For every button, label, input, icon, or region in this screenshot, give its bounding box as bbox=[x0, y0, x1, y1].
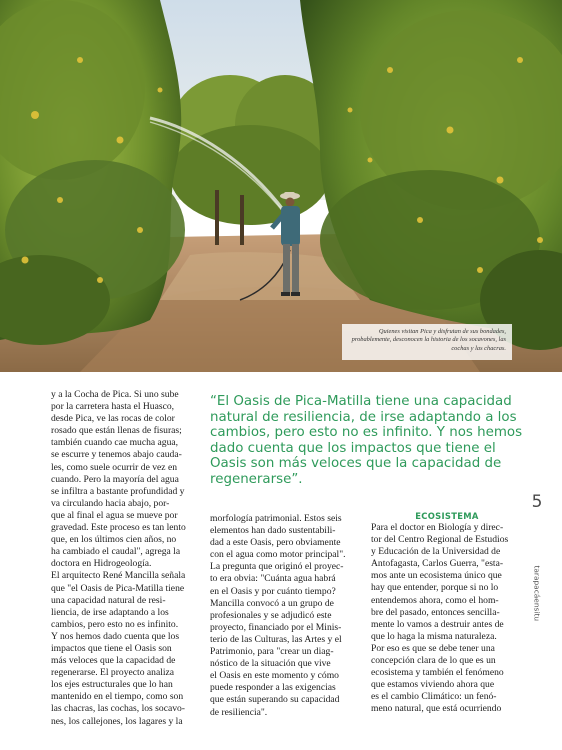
page-number: 5 bbox=[531, 492, 543, 512]
article-column-right: Para el doctor en Biología y direc- tor del Centro Regional de Estudios y Educación de la Universidad de Antofagasta, Carlos Guerra, "esta- mos ante un ecosistema único que hay que entender, porque si no lo entendemos ahora, como el hom- bre del pasado, entonces sencilla- mente lo vamos a destruir antes de que lo haga la misma naturaleza. Por eso es que se debe tener una concepción clara de lo que es un ecosistema y también el fenómeno que estamos viviendo ahora que es el cambio Climático: un fenó- meno natural, que está ocurriendo bbox=[371, 522, 509, 715]
article-column-middle: morfología patrimonial. Estos seis elementos han dado sustentabili- dad a este Oasis, pero obviamente con el agua como motor principal". La pregunta que originó el proyec- to era obvia: "Cuánta agua habrá en el Oasis y por cuánto tiempo? Mancilla convocó a un grupo de profesionales y se adjudicó este proyecto, financiado por el Minis- terio de las Culturas, las Artes y el Patrimonio, para "crear un diag- nóstico de la situación que vive el Oasis en este momento y cómo puede responder a las exigencias que están superando su capacidad de resiliencia". bbox=[210, 513, 346, 718]
photo-caption: Quienes visitan Pica y disfrutan de sus bondades, probablemente, desconocen la historia de los socavones, las cochas y las chacras. bbox=[342, 324, 512, 360]
pull-quote: “El Oasis de Pica-Matilla tiene una capacidad natural de resiliencia, de irse adaptando a los cambios, pero esto no es infinito. Y nos hemos dado cuenta que los impactos que tiene el Oasis son más veloces que la capacidad de regenerarse”. bbox=[210, 394, 523, 487]
orchard-photo bbox=[0, 0, 562, 372]
section-heading-ecosistema: ECOSISTEMA bbox=[415, 511, 479, 521]
magazine-name: tarapacáensitu bbox=[532, 565, 542, 622]
article-column-left: y a la Cocha de Pica. Si uno sube por la carretera hasta el Huasco, desde Pica, ve las rocas de color rosado que están llenas de fisuras; también cuando cae mucha agua, se escurre y tenemos abajo cauda- les, como suele ocurrir de vez en cuando. Pero la mayoría del agua se infiltra a bastante profundidad y va circulando hacia abajo, por- que al final el agua se mueve por gravedad. Este proceso es tan lento que, en los últimos cien años, no ha cambiado el caudal", agrega la doctora en Hidrogeología. El arquitecto René Mancilla señala que "el Oasis de Pica-Matilla tiene una capacidad natural de resi- liencia, de irse adaptando a los cambios, pero esto no es infinito. Y nos hemos dado cuenta que los impactos que tiene el Oasis son más veloces que la capacidad de regenerarse. El proyecto analiza los ejes estructurales que lo han mantenido en el tiempo, como son las chacras, las cochas, los socavo- nes, los callejones, los lagares y la bbox=[51, 389, 186, 727]
